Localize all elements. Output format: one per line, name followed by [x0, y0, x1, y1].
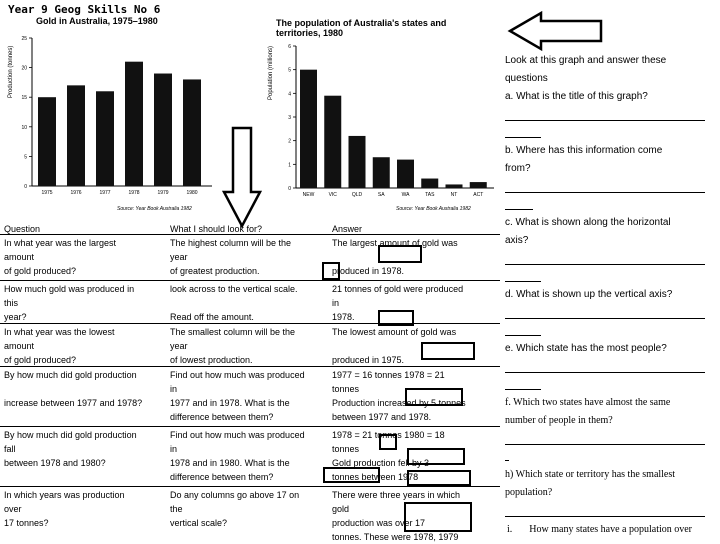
x-tick-label: 1976 — [70, 190, 82, 196]
answer-line-b-2[interactable] — [505, 209, 533, 210]
x-tick-label: NT — [450, 192, 458, 198]
gold-questions-table — [0, 220, 500, 540]
x-tick-label: NEW — [302, 192, 315, 198]
question-i-number: i. — [507, 524, 513, 535]
answer-box[interactable] — [323, 467, 380, 483]
table-cell-look-for — [170, 368, 332, 424]
cell-text: difference between them? — [170, 472, 274, 482]
question-d: d. What is shown up the vertical axis? — [505, 289, 673, 300]
population-y-axis-label: Population (millions) — [268, 45, 274, 100]
cell-text: The largest amount of gold was — [332, 238, 458, 248]
cell-text: production was over 17 — [332, 518, 426, 528]
bar-1979 — [154, 74, 172, 186]
gold-chart-title: Gold in Australia, 1975–1980 — [36, 16, 158, 26]
instructions-intro-1: Look at this graph and answer these — [505, 55, 667, 66]
cell-text — [4, 470, 166, 484]
answer-box[interactable] — [404, 502, 472, 532]
x-tick-label: 1978 — [128, 190, 140, 196]
question-e: e. Which state has the most people? — [505, 343, 667, 354]
cell-text: In which years was production — [4, 490, 125, 500]
answer-box[interactable] — [379, 434, 397, 450]
cell-text: 1978 and in 1980. What is the — [170, 458, 290, 468]
cell-text: There were three years in which — [332, 490, 461, 500]
answer-box[interactable] — [407, 470, 471, 486]
cell-text: difference between them? — [170, 412, 274, 422]
cell-text: of greatest production. — [170, 266, 260, 276]
answer-line-a[interactable] — [505, 120, 705, 121]
answer-line-a-2[interactable] — [505, 137, 541, 138]
cell-text: Find out how much was produced — [170, 370, 305, 380]
cell-text — [4, 382, 166, 396]
cell-text: In what year was the largest — [4, 238, 117, 248]
y-tick-label: 6 — [288, 44, 291, 50]
cell-text: tonnes between 1978 — [332, 472, 419, 482]
cell-text: produced in 1975. — [332, 355, 405, 365]
bar-1975 — [38, 97, 56, 186]
cell-text: of gold produced? — [4, 355, 77, 365]
population-chart-title-1: The population of Australia's states and — [276, 18, 447, 28]
bar-1977 — [96, 91, 114, 186]
answer-line-d[interactable] — [505, 318, 705, 319]
y-tick-label: 0 — [288, 186, 291, 192]
down-arrow-icon — [222, 126, 262, 230]
answer-box[interactable] — [322, 262, 340, 280]
instructions-intro-2: questions — [505, 73, 548, 84]
cell-text: The highest column will be the — [170, 238, 292, 248]
table-header-row — [0, 222, 500, 236]
table-header-cell: What I should look for? — [170, 224, 263, 234]
answer-box[interactable] — [405, 388, 463, 406]
table-cell-answer — [332, 325, 502, 367]
x-tick-label: TAS — [425, 192, 435, 198]
cell-text: between 1978 and 1980? — [4, 458, 106, 468]
cell-text: over — [4, 504, 22, 514]
x-tick-label: 1975 — [41, 190, 53, 196]
table-cell-question — [4, 236, 166, 278]
table-cell-answer — [332, 282, 502, 324]
table-header-cell: Question — [4, 224, 41, 234]
cell-text: 17 tonnes? — [4, 518, 49, 528]
question-h-line2: population? — [505, 487, 553, 498]
answer-box[interactable] — [407, 448, 465, 465]
population-bar-chart — [260, 40, 500, 215]
cell-text: How much gold was produced in — [4, 284, 135, 294]
cell-text: amount — [4, 341, 35, 351]
bar-QLD — [349, 136, 366, 188]
x-tick-label: 1977 — [99, 190, 111, 196]
bar-TAS — [421, 179, 438, 188]
table-cell-question — [4, 282, 166, 324]
cell-text: 21 tonnes of gold were produced — [332, 284, 464, 294]
cell-text: Gold production fell by 3 — [332, 458, 430, 468]
table-cell-look-for — [170, 325, 332, 367]
population-chart-title-2: territories, 1980 — [276, 28, 344, 38]
cell-text: in — [332, 298, 340, 308]
cell-text: the — [170, 504, 183, 514]
x-tick-label: 1979 — [157, 190, 169, 196]
cell-text: amount — [4, 252, 35, 262]
answer-line-f-2[interactable] — [505, 460, 509, 461]
y-tick-label: 10 — [21, 124, 27, 131]
bar-1978 — [125, 62, 143, 186]
answer-line-d-2[interactable] — [505, 335, 541, 336]
table-cell-look-for — [170, 236, 332, 278]
cell-text: tonnes. These were 1978, 1979 — [332, 532, 459, 542]
y-tick-label: 1 — [288, 162, 291, 169]
cell-text: year — [170, 252, 188, 262]
cell-text: between 1977 and 1978. — [332, 412, 432, 422]
cell-text: The smallest column will be the — [170, 327, 296, 337]
y-tick-label: 0 — [24, 184, 27, 190]
x-tick-label: QLD — [351, 192, 363, 198]
cell-text: tonnes — [332, 444, 360, 454]
table-cell-question — [4, 428, 166, 484]
table-cell-look-for — [170, 428, 332, 484]
answer-line-c[interactable] — [505, 264, 705, 265]
cell-text: 1978. — [332, 312, 355, 322]
bar-NT — [446, 184, 463, 188]
cell-text: Do any columns go above 17 on — [170, 490, 300, 500]
question-f-line2: number of people in them? — [505, 415, 613, 426]
y-tick-label: 4 — [288, 91, 291, 98]
cell-text: 1977 and in 1978. What is the — [170, 398, 290, 408]
cell-text: of gold produced? — [4, 266, 77, 276]
question-b-line1: b. Where has this information come — [505, 145, 663, 156]
y-tick-label: 5 — [288, 67, 291, 74]
cell-text: look across to the vertical scale. — [170, 284, 298, 294]
y-tick-label: 5 — [24, 154, 27, 161]
left-arrow-icon — [507, 10, 605, 52]
bar-VIC — [324, 96, 341, 188]
cell-text: The lowest amount of gold was — [332, 327, 457, 337]
question-i-text: How many states have a population over — [529, 524, 693, 535]
y-tick-label: 3 — [288, 115, 291, 121]
cell-text: in — [170, 384, 178, 394]
table-cell-question — [4, 368, 166, 424]
answer-line-c-2[interactable] — [505, 281, 541, 282]
answer-box[interactable] — [421, 342, 475, 360]
question-c-line1: c. What is shown along the horizontal — [505, 217, 671, 228]
worksheet-title: Year 9 Geog Skills No 6 — [8, 3, 161, 16]
question-h-line1: h) Which state or territory has the smallest — [505, 469, 676, 480]
answer-line-e-2[interactable] — [505, 389, 541, 390]
question-c-line2: axis? — [505, 235, 529, 246]
table-cell-look-for — [170, 282, 332, 324]
answer-line-f[interactable] — [505, 444, 705, 445]
cell-text — [170, 296, 332, 310]
cell-text: By how much did gold production — [4, 430, 137, 440]
y-tick-label: 20 — [21, 65, 27, 72]
cell-text: Find out how much was produced — [170, 430, 305, 440]
table-header-cell: Answer — [332, 224, 363, 234]
answer-line-h[interactable] — [505, 516, 705, 517]
cell-text: increase between 1977 and 1978? — [4, 398, 143, 408]
cell-text: 1977 = 16 tonnes 1978 = 21 — [332, 370, 445, 380]
bar-ACT — [470, 182, 487, 188]
instructions-panel — [505, 52, 715, 88]
gold-y-axis-label: Production (tonnes) — [8, 45, 14, 98]
population-chart-source: Source: Year Book Australia 1982 — [396, 206, 471, 212]
cell-text — [4, 410, 166, 424]
cell-text: fall — [4, 444, 16, 454]
x-tick-label: WA — [401, 192, 410, 198]
cell-text: gold — [332, 504, 350, 514]
cell-text: Read off the amount. — [170, 312, 254, 322]
x-tick-label: SA — [377, 192, 385, 198]
cell-text: year — [170, 341, 188, 351]
cell-text: 1978 = 21 tonnes 1980 = 18 — [332, 430, 445, 440]
x-tick-label: ACT — [473, 192, 484, 198]
gold-bar-chart — [0, 28, 225, 218]
cell-text: of lowest production. — [170, 355, 253, 365]
table-cell-look-for — [170, 488, 332, 530]
table-cell-question — [4, 325, 166, 367]
answer-line-b[interactable] — [505, 192, 705, 193]
bar-SA — [373, 157, 390, 188]
cell-text: vertical scale? — [170, 518, 228, 528]
gold-chart-source: Source: Year Book Australia 1982 — [117, 206, 192, 212]
y-tick-label: 15 — [21, 95, 27, 102]
question-f-line1: f. Which two states have almost the same — [505, 397, 671, 408]
bar-WA — [397, 160, 414, 188]
cell-text: Production increased by 5 tonnes — [332, 398, 466, 408]
x-tick-label: 1980 — [186, 190, 198, 196]
cell-text: In what year was the lowest — [4, 327, 115, 337]
cell-text: tonnes — [332, 384, 360, 394]
bar-NEW — [300, 70, 317, 188]
cell-text: year? — [4, 312, 27, 322]
y-tick-label: 25 — [21, 36, 27, 42]
answer-box[interactable] — [378, 245, 422, 263]
cell-text: By how much did gold production — [4, 370, 137, 380]
cell-text — [332, 339, 502, 353]
question-b-line2: from? — [505, 163, 531, 174]
cell-text: this — [4, 298, 19, 308]
table-cell-question — [4, 488, 166, 530]
cell-text: produced in 1978. — [332, 266, 405, 276]
answer-line-e[interactable] — [505, 372, 705, 373]
cell-text: in — [170, 444, 178, 454]
bar-1980 — [183, 79, 201, 186]
bar-1976 — [67, 85, 85, 186]
y-tick-label: 2 — [288, 138, 291, 145]
question-a: a. What is the title of this graph? — [505, 91, 648, 102]
x-tick-label: VIC — [328, 192, 337, 198]
answer-box[interactable] — [378, 310, 414, 326]
